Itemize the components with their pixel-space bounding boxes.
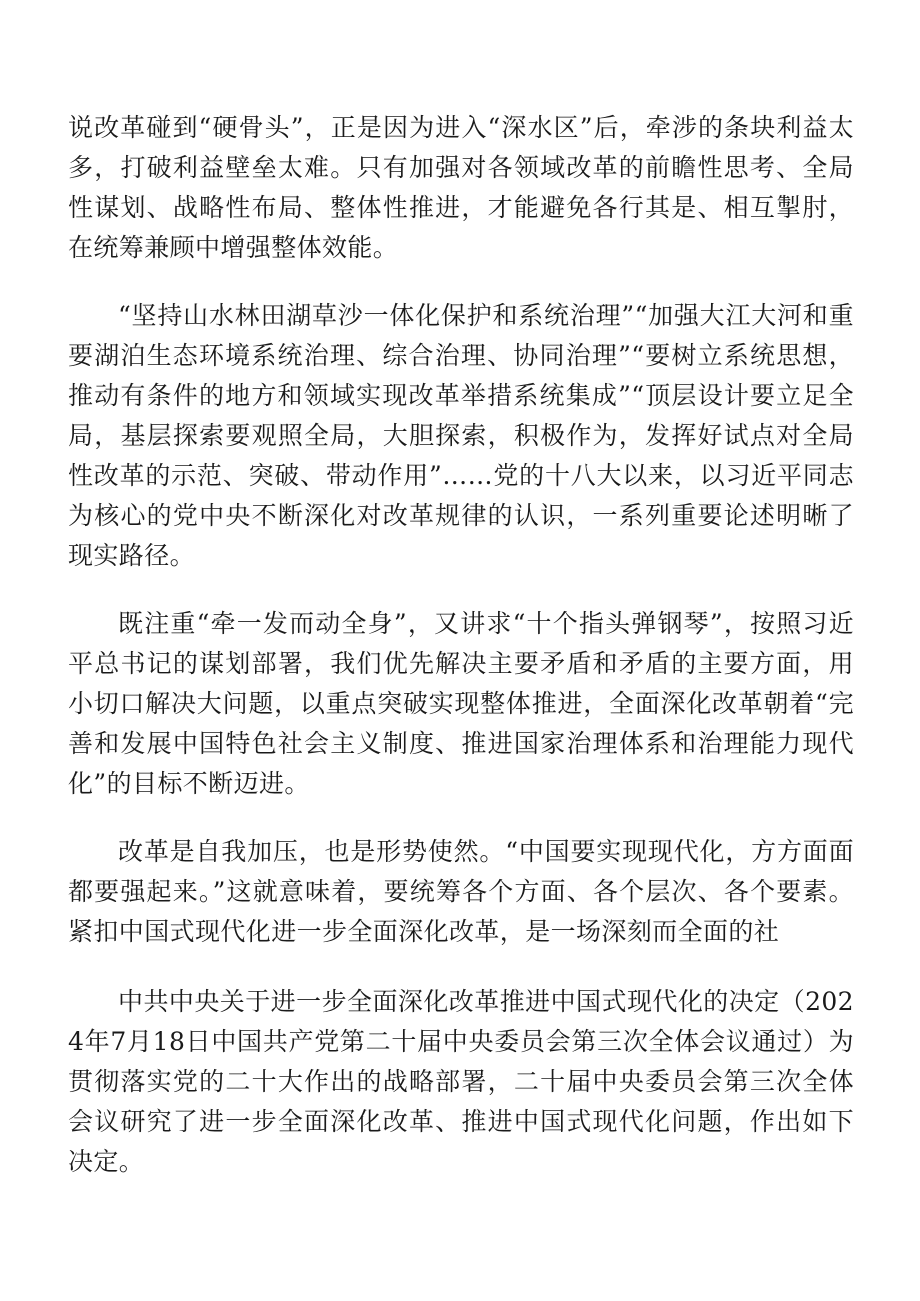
paragraph-1: 说改革碰到“硬骨头”，正是因为进入“深水区”后，牵涉的条块利益太多，打破利益壁垒太难。只有加强对各领域改革的前瞻性思考、全局性谋划、战略性布局、整体性推进，才能避免各行其是、相互掣肘，在统筹兼顾中增强整体效能。 — [68, 113, 854, 262]
paragraph-5: 中共中央关于进一步全面深化改革推进中国式现代化的决定（2024年7月18日中国共产党第二十届中央委员会第三次全体会议通过）为贯彻落实党的二十大作出的战略部署，二十届中央委员会第三次全体会议研究了进一步全面深化改革、推进中国式现代化问题，作出如下决定。 — [68, 987, 854, 1176]
paragraph-3: 既注重“牵一发而动全身”，又讲求“十个指头弹钢琴”，按照习近平总书记的谋划部署，我们优先解决主要矛盾和矛盾的主要方面，用小切口解决大问题，以重点突破实现整体推进，全面深化改革朝着“完善和发展中国特色社会主义制度、推进国家治理体系和治理能力现代化”的目标不断迈进。 — [68, 609, 854, 798]
document-body — [68, 108, 854, 1182]
paragraph-2: “坚持山水林田湖草沙一体化保护和系统治理”“加强大江大河和重要湖泊生态环境系统治理、综合治理、协同治理”“要树立系统思想，推动有条件的地方和领域实现改革举措系统集成”“顶层设计要立足全局，基层探索要观照全局，大胆探索，积极作为，发挥好试点对全局性改革的示范、突破、带动作用”……党的十八大以来，以习近平同志为核心的党中央不断深化对改革规律的认识，一系列重要论述明晰了现实路径。 — [68, 301, 854, 570]
paragraph-4: 改革是自我加压，也是形势使然。“中国要实现现代化，方方面面都要强起来。”这就意味着，要统筹各个方面、各个层次、各个要素。紧扣中国式现代化进一步全面深化改革，是一场深刻而全面的社 — [68, 837, 854, 946]
